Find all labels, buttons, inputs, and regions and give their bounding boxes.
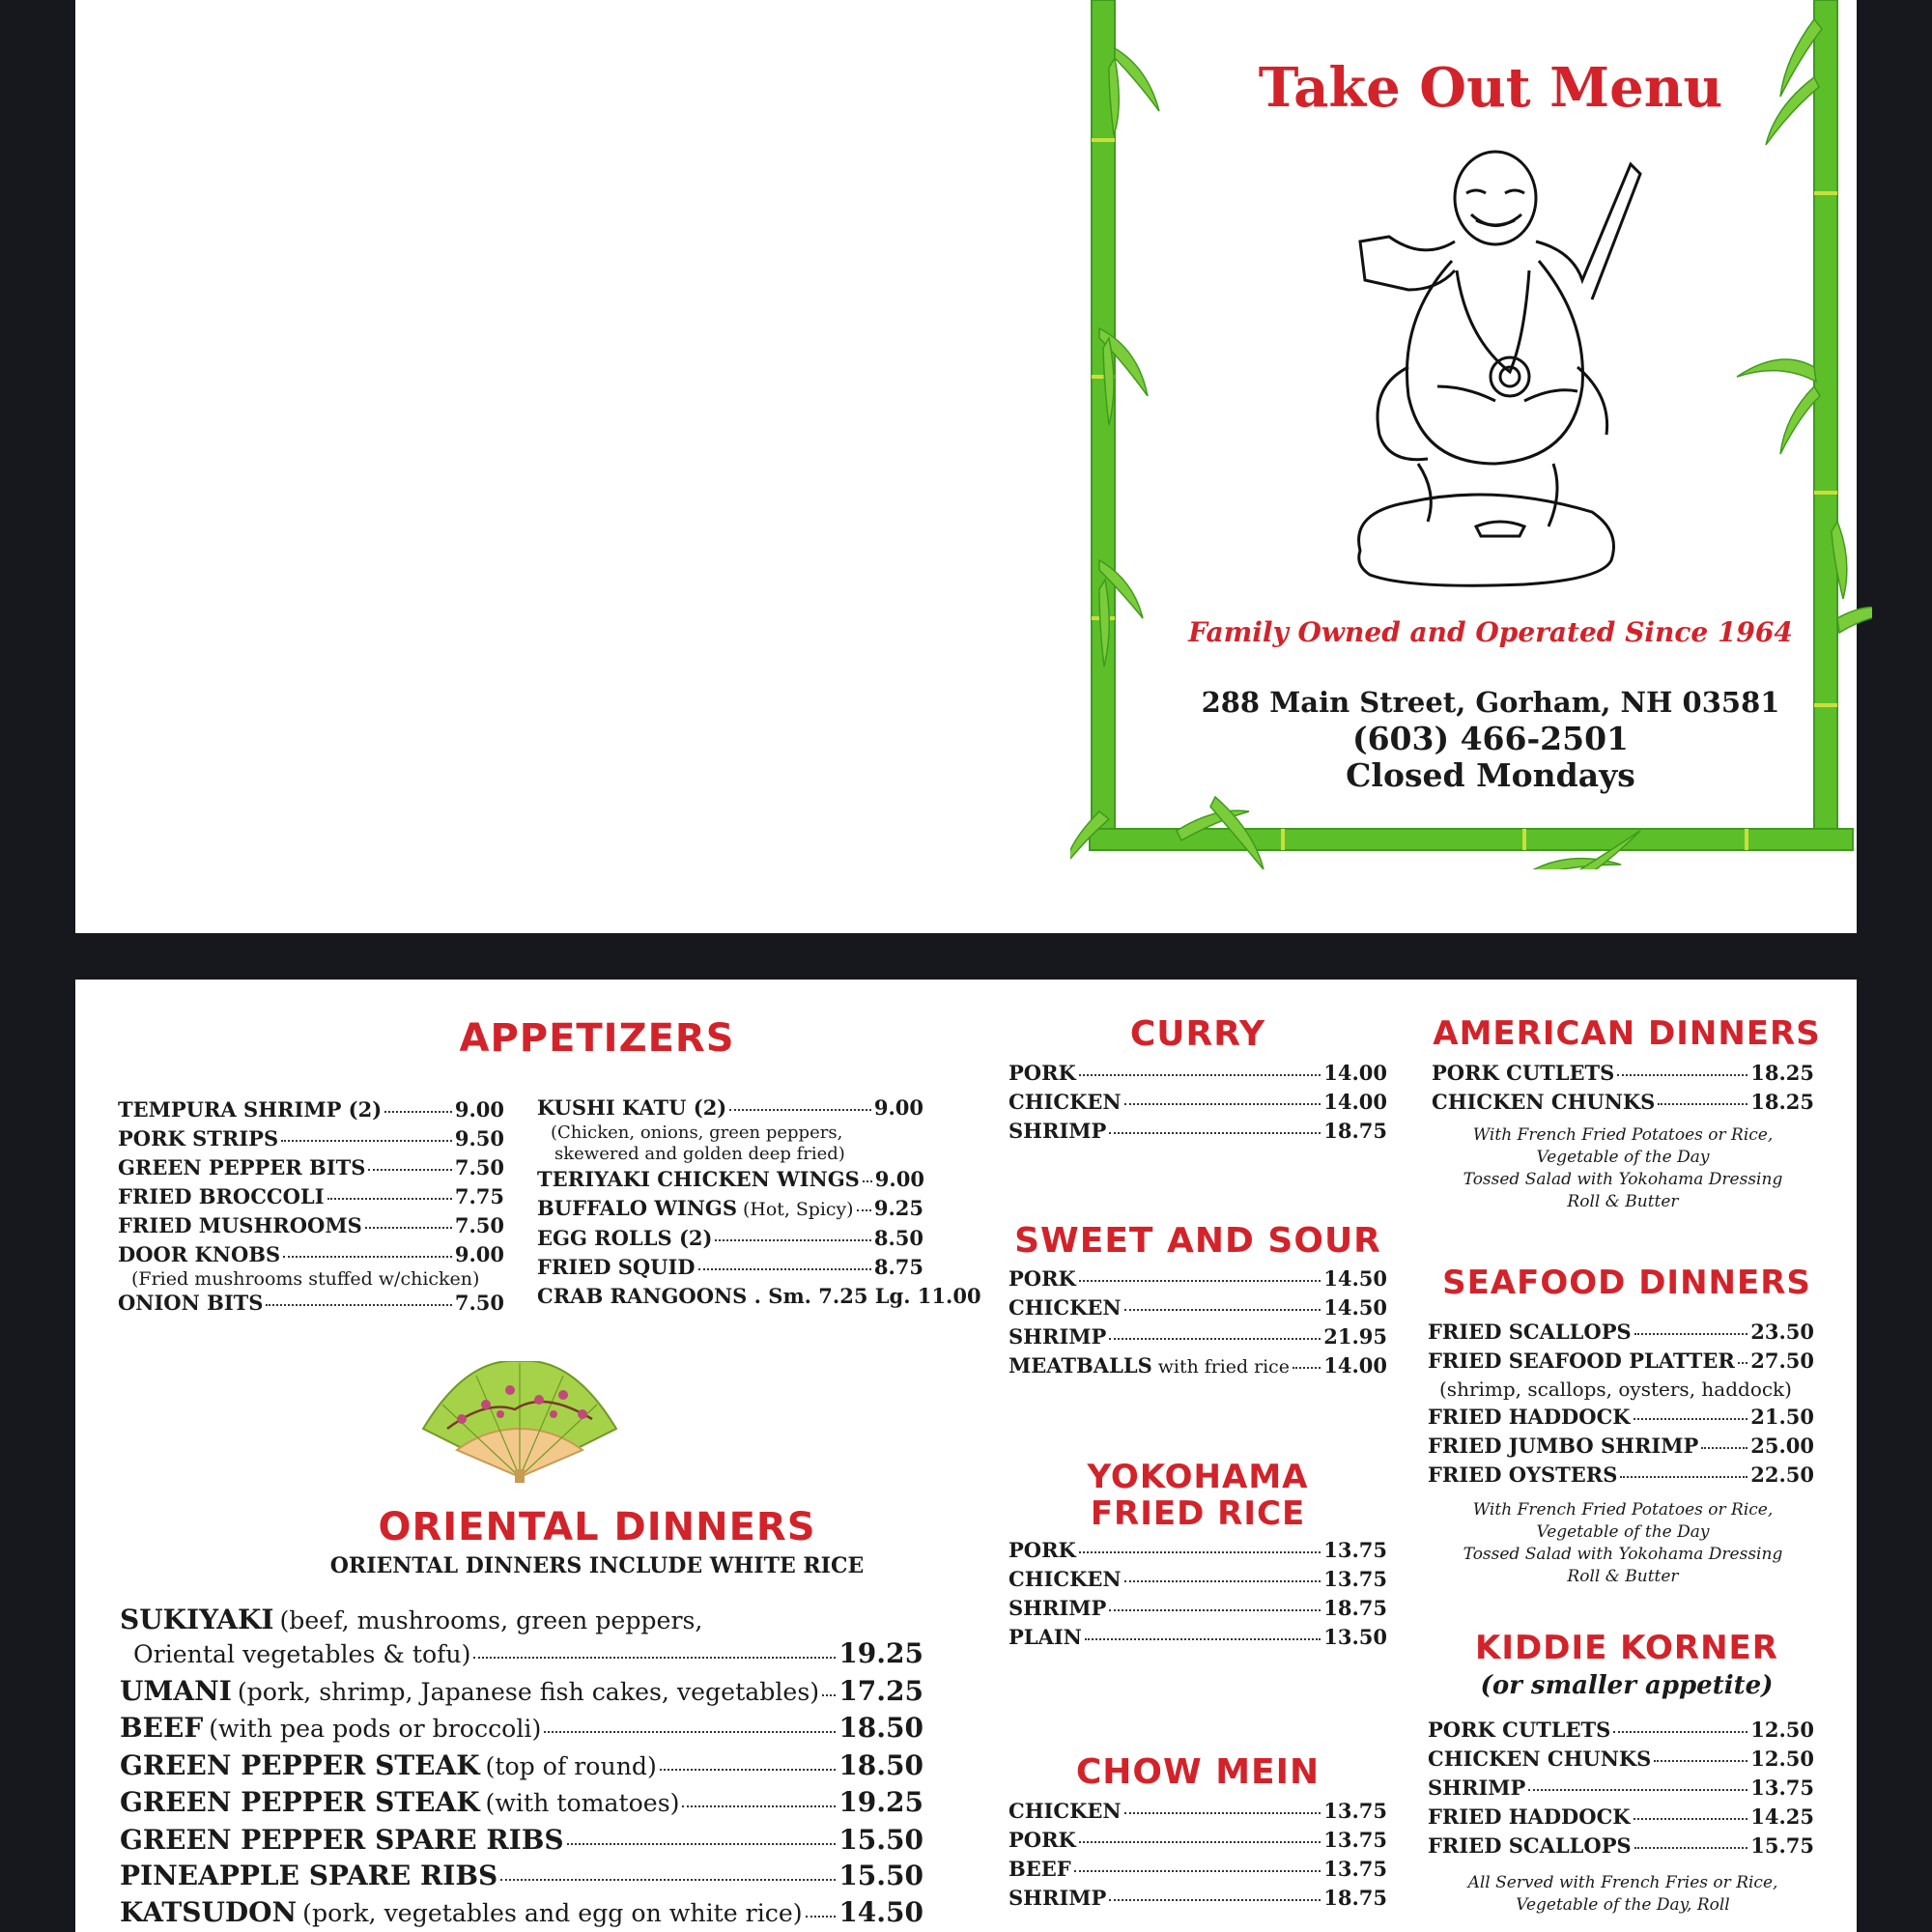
oriental-dinners-subtitle: ORIENTAL DINNERS INCLUDE WHITE RICE bbox=[329, 1553, 865, 1578]
side-line: With French Fried Potatoes or Rice, bbox=[1472, 1500, 1774, 1520]
oriental-dinners-list bbox=[120, 1605, 923, 1931]
menu-item: KATSUDON (pork, vegetables and egg on white rice) 14.50 bbox=[120, 1895, 923, 1928]
american-dinners-sides bbox=[1428, 1124, 1818, 1213]
menu-item: KUSHI KATU (2) 9.00 bbox=[537, 1095, 923, 1120]
menu-item: PORK STRIPS 9.50 bbox=[118, 1126, 504, 1151]
menu-item: SHRIMP 13.75 bbox=[1428, 1776, 1814, 1800]
menu-item: MEATBALLS with fried rice 14.00 bbox=[1009, 1353, 1387, 1378]
side-line: All Served with French Fries or Rice, bbox=[1467, 1873, 1778, 1892]
sweet-sour-list bbox=[1009, 1264, 1387, 1381]
menu-item: UMANI (pork, shrimp, Japanese fish cakes, vegetables) 17.25 bbox=[120, 1674, 923, 1707]
menu-inside-panel bbox=[75, 980, 1857, 1932]
menu-cover-panel bbox=[75, 0, 1857, 933]
curry-title: CURRY bbox=[1129, 1014, 1266, 1054]
kiddie-korner-list bbox=[1428, 1716, 1814, 1861]
menu-item: CHICKEN 13.75 bbox=[1009, 1799, 1387, 1823]
menu-item: TERIYAKI CHICKEN WINGS 9.00 bbox=[537, 1167, 924, 1191]
menu-item: GREEN PEPPER STEAK (top of round) 18.50 bbox=[120, 1748, 923, 1781]
appetizers-left-list bbox=[118, 1095, 504, 1318]
menu-item: EGG ROLLS (2) 8.50 bbox=[537, 1226, 923, 1250]
menu-item: PINEAPPLE SPARE RIBS 15.50 bbox=[120, 1860, 923, 1891]
menu-item: FRIED JUMBO SHRIMP 25.00 bbox=[1428, 1434, 1814, 1458]
seafood-dinners-list bbox=[1428, 1318, 1814, 1490]
laughing-buddha-illustration bbox=[1331, 145, 1650, 589]
restaurant-hours: Closed Mondays bbox=[1346, 756, 1635, 794]
menu-item: CHICKEN CHUNKS 12.50 bbox=[1428, 1747, 1814, 1771]
menu-item: FRIED SCALLOPS 15.75 bbox=[1428, 1833, 1814, 1858]
side-line: Roll & Butter bbox=[1567, 1567, 1679, 1586]
menu-item: CHICKEN 14.50 bbox=[1009, 1295, 1387, 1320]
menu-item: FRIED HADDOCK 21.50 bbox=[1428, 1405, 1814, 1429]
menu-item: PORK 13.75 bbox=[1009, 1538, 1387, 1562]
menu-item: BEEF (with pea pods or broccoli) 18.50 bbox=[120, 1712, 923, 1744]
american-dinners-list bbox=[1432, 1059, 1814, 1117]
menu-item: TEMPURA SHRIMP (2) 9.00 bbox=[118, 1097, 504, 1122]
menu-item: SUKIYAKI (beef, mushrooms, green peppers, bbox=[120, 1604, 703, 1635]
side-line: Tossed Salad with Yokohama Dressing bbox=[1463, 1170, 1783, 1189]
menu-item: BEEF 13.75 bbox=[1009, 1857, 1387, 1881]
menu-item: DOOR KNOBS 9.00 bbox=[118, 1242, 504, 1266]
menu-item: FRIED BROCCOLI 7.75 bbox=[118, 1184, 504, 1208]
kiddie-korner-subtitle: (or smaller appetite) bbox=[1480, 1671, 1774, 1700]
oriental-dinners-title: ORIENTAL DINNERS bbox=[378, 1505, 816, 1549]
fried-rice-title bbox=[1005, 1459, 1391, 1532]
menu-item: CHICKEN 14.00 bbox=[1009, 1090, 1387, 1114]
curry-list bbox=[1009, 1059, 1387, 1146]
menu-item: ONION BITS 7.50 bbox=[118, 1291, 504, 1315]
menu-item: SHRIMP 18.75 bbox=[1009, 1596, 1387, 1620]
side-line: Tossed Salad with Yokohama Dressing bbox=[1463, 1545, 1783, 1564]
menu-item: PORK 14.50 bbox=[1009, 1266, 1387, 1291]
chow-mein-list bbox=[1009, 1797, 1387, 1913]
menu-item: PORK CUTLETS 12.50 bbox=[1428, 1718, 1814, 1742]
menu-item: FRIED SEAFOOD PLATTER 27.50 bbox=[1428, 1349, 1814, 1373]
item-note: skewered and golden deep fried) bbox=[554, 1144, 845, 1164]
side-line: With French Fried Potatoes or Rice, bbox=[1472, 1125, 1774, 1145]
appetizers-right-list bbox=[537, 1094, 981, 1311]
menu-item: FRIED HADDOCK 14.25 bbox=[1428, 1804, 1814, 1829]
menu-item: GREEN PEPPER BITS 7.50 bbox=[118, 1155, 504, 1179]
restaurant-phone: (603) 466-2501 bbox=[1351, 720, 1630, 757]
paper-fan-icon bbox=[418, 1361, 621, 1487]
kiddie-korner-title: KIDDIE KORNER bbox=[1475, 1629, 1778, 1667]
restaurant-address: 288 Main Street, Gorham, NH 03581 bbox=[1201, 686, 1780, 719]
kiddie-korner-sides bbox=[1428, 1872, 1818, 1917]
menu-item: FRIED MUSHROOMS 7.50 bbox=[118, 1213, 504, 1237]
menu-item: FRIED OYSTERS 22.50 bbox=[1428, 1463, 1814, 1487]
menu-item: PLAIN 13.50 bbox=[1009, 1625, 1387, 1649]
chow-mein-title: CHOW MEIN bbox=[1075, 1752, 1321, 1792]
item-note: (Fried mushrooms stuffed w/chicken) bbox=[131, 1268, 480, 1290]
american-dinners-title: AMERICAN DINNERS bbox=[1433, 1014, 1821, 1053]
menu-item: SHRIMP 18.75 bbox=[1009, 1886, 1387, 1910]
menu-item: FRIED SQUID 8.75 bbox=[537, 1255, 923, 1279]
seafood-dinners-title: SEAFOOD DINNERS bbox=[1442, 1264, 1811, 1302]
seafood-dinners-sides bbox=[1428, 1499, 1818, 1588]
side-line: Vegetable of the Day, Roll bbox=[1516, 1895, 1730, 1915]
menu-item: CHICKEN CHUNKS 18.25 bbox=[1432, 1090, 1814, 1114]
cover-title: Take Out Menu bbox=[1258, 56, 1723, 120]
menu-item: PORK CUTLETS 18.25 bbox=[1432, 1061, 1814, 1085]
fried-rice-title-line-2: FRIED RICE bbox=[1090, 1494, 1306, 1533]
menu-item: GREEN PEPPER SPARE RIBS 15.50 bbox=[120, 1823, 923, 1856]
fried-rice-list bbox=[1009, 1536, 1387, 1652]
side-line: Roll & Butter bbox=[1567, 1192, 1679, 1211]
fried-rice-title-line-1: YOKOHAMA bbox=[1087, 1458, 1309, 1496]
menu-item: GREEN PEPPER STEAK (with tomatoes) 19.25 bbox=[120, 1786, 923, 1818]
menu-item: FRIED SCALLOPS 23.50 bbox=[1428, 1320, 1814, 1344]
menu-item: SHRIMP 21.95 bbox=[1009, 1324, 1387, 1349]
item-note: (shrimp, scallops, oysters, haddock) bbox=[1439, 1378, 1792, 1401]
sweet-sour-title: SWEET AND SOUR bbox=[1014, 1221, 1381, 1261]
menu-item: CRAB RANGOONS . Sm. 7.25 Lg. 11.00 bbox=[537, 1284, 981, 1308]
menu-item: SHRIMP 18.75 bbox=[1009, 1119, 1387, 1143]
item-note: (Chicken, onions, green peppers, bbox=[551, 1122, 843, 1143]
menu-item: Oriental vegetables & tofu) 19.25 bbox=[133, 1637, 923, 1669]
menu-item: PORK 14.00 bbox=[1009, 1061, 1387, 1085]
menu-item: PORK 13.75 bbox=[1009, 1828, 1387, 1852]
cover-tagline: Family Owned and Operated Since 1964 bbox=[1188, 616, 1793, 648]
side-line: Vegetable of the Day bbox=[1536, 1522, 1710, 1542]
appetizers-title: APPETIZERS bbox=[459, 1016, 735, 1061]
menu-item: BUFFALO WINGS (Hot, Spicy) 9.25 bbox=[537, 1196, 923, 1220]
side-line: Vegetable of the Day bbox=[1536, 1148, 1710, 1167]
menu-item: CHICKEN 13.75 bbox=[1009, 1567, 1387, 1591]
